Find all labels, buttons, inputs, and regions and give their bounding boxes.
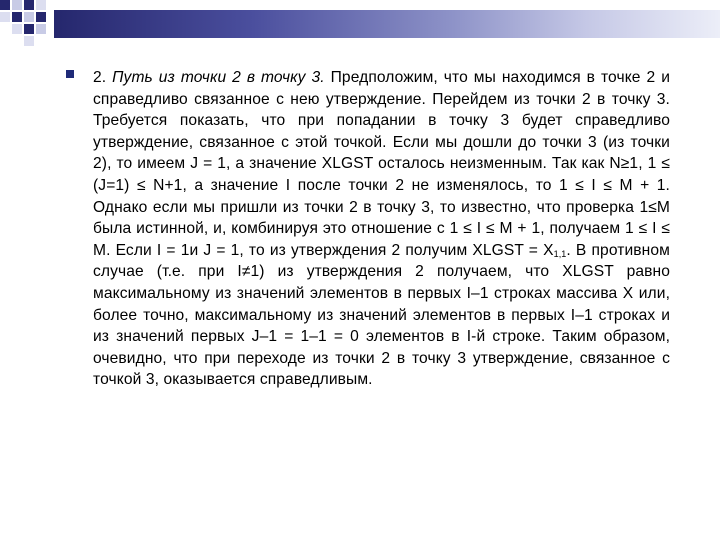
deco-square [24,12,34,22]
deco-square [36,24,46,34]
deco-square [24,24,34,34]
deco-square [12,24,22,34]
slide-body [66,67,670,391]
deco-square [36,12,46,22]
paragraph-text-continued: . В противном случае (т.е. при I≠1) из утверждения 2 получаем, что XLGST равно максимальному из значений элементов в первых I–1 строках массива X или, более точно, максимальному из значений элементов в первых I–1 строках и из значений первых J–1 = 1–1 = 0 элементов в I-й строке. Таким образом, очевидно, что при переходе из точки 2 в точку 3 утверждение, связанное с точкой 3, оказывается справедливым. [93,241,670,389]
deco-square [24,0,34,10]
deco-square [36,0,46,10]
point-number: 2. [93,69,107,86]
deco-square [12,0,22,10]
deco-square [24,36,34,46]
title-gradient-bar [54,10,720,38]
paragraph-text: Предположим, что мы находимся в точке 2 и справедливо связанное с нею утверждение. Перейдем из точки 2 в точку 3. Требуется показать, что при попадании в точку 3 будет справедливо утверждение, связанное с этой точкой. Если мы дошли до точки 3 (из точки 2), то имеем J = 1, а значение XLGST осталось неизменным. Так как N≥1, 1 ≤ (J=1) ≤ N+1, а значение I после точки 2 не изменялось, то 1 ≤ I ≤ M + 1. Однако если мы пришли из точки 2 в точку 3, то известно, что проверка 1≤M была истинной, и, комбинируя это отношение с 1 ≤ I ≤ M + 1, получаем 1 ≤ I ≤ M. Если I = 1и J = 1, то из утверждения 2 получим XLGST = X [93,69,671,259]
deco-square [0,12,10,22]
subscript-index: 1,1 [553,248,567,259]
decorative-squares [0,0,60,46]
deco-square [0,0,10,10]
deco-square [12,12,22,22]
section-title: Путь из точки 2 в точку 3. [112,69,325,86]
body-paragraph [93,67,670,391]
square-bullet-icon [66,70,74,78]
